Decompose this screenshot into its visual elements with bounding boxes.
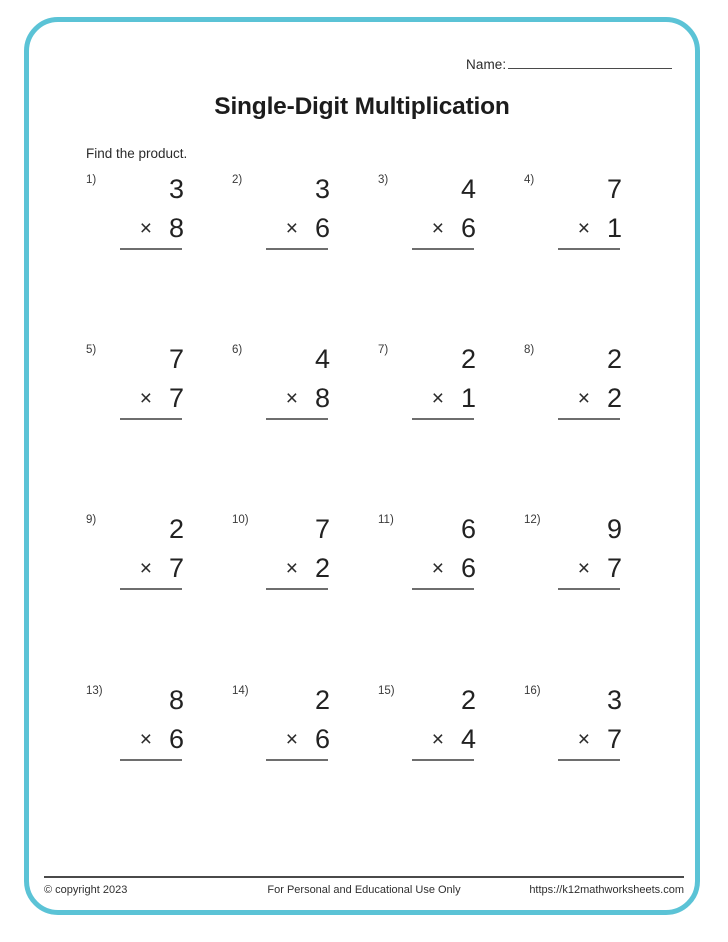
problem-body	[400, 681, 490, 761]
answer-line[interactable]	[558, 759, 620, 761]
answer-line[interactable]	[558, 588, 620, 590]
multiplicand-row	[546, 681, 636, 719]
multiplier-row	[254, 548, 344, 588]
answer-line[interactable]	[120, 248, 182, 250]
problem	[524, 340, 656, 448]
multiplicand-row	[546, 510, 636, 548]
multiply-icon: ×	[285, 386, 298, 410]
multiplier: 2	[314, 552, 330, 583]
multiplier-row	[108, 719, 198, 759]
answer-line[interactable]	[266, 418, 328, 420]
multiplicand: 9	[606, 513, 622, 544]
multiplicand: 2	[460, 343, 476, 374]
problem-body	[546, 340, 636, 420]
problem-body	[546, 681, 636, 761]
multiplier-row	[254, 378, 344, 418]
answer-line[interactable]	[558, 248, 620, 250]
answer-line[interactable]	[266, 248, 328, 250]
multiplicand: 4	[460, 173, 476, 204]
multiplier-row	[108, 378, 198, 418]
multiplicand: 3	[606, 684, 622, 715]
problem-number: 12)	[524, 514, 541, 526]
problem	[524, 510, 656, 618]
problem-body	[400, 170, 490, 250]
multiplicand: 2	[606, 343, 622, 374]
multiplicand-row	[400, 340, 490, 378]
problem-body	[254, 681, 344, 761]
multiplier: 8	[168, 212, 184, 243]
problem-number: 15)	[378, 685, 395, 697]
multiplier-row	[546, 378, 636, 418]
multiply-icon: ×	[577, 216, 590, 240]
multiplier: 6	[460, 212, 476, 243]
multiplier: 2	[606, 382, 622, 413]
problem	[86, 170, 218, 278]
multiplier-row	[400, 378, 490, 418]
multiply-icon: ×	[139, 386, 152, 410]
multiplicand-row	[108, 510, 198, 548]
answer-line[interactable]	[412, 759, 474, 761]
problem	[524, 681, 656, 789]
problem	[378, 681, 510, 789]
multiplier: 4	[460, 723, 476, 754]
problem-number: 5)	[86, 344, 97, 356]
multiplicand: 3	[314, 173, 330, 204]
problem-body	[546, 170, 636, 250]
multiply-icon: ×	[431, 727, 444, 751]
multiplicand: 2	[168, 513, 184, 544]
problem-number: 13)	[86, 685, 103, 697]
multiply-icon: ×	[285, 556, 298, 580]
multiplier-row	[400, 208, 490, 248]
problem-number: 1)	[86, 174, 97, 186]
instruction-text: Find the product.	[86, 146, 188, 161]
answer-line[interactable]	[266, 759, 328, 761]
multiply-icon: ×	[431, 386, 444, 410]
multiplicand-row	[254, 340, 344, 378]
multiplier: 7	[168, 382, 184, 413]
multiplicand-row	[108, 681, 198, 719]
problem	[232, 340, 364, 448]
answer-line[interactable]	[120, 418, 182, 420]
multiply-icon: ×	[139, 727, 152, 751]
multiplicand-row	[108, 340, 198, 378]
multiplier: 6	[314, 212, 330, 243]
problem	[232, 510, 364, 618]
multiply-icon: ×	[431, 556, 444, 580]
problem-body	[108, 510, 198, 590]
problem-number: 6)	[232, 344, 243, 356]
multiplier: 7	[168, 552, 184, 583]
problem-body	[108, 681, 198, 761]
multiplicand-row	[400, 170, 490, 208]
problem	[86, 340, 218, 448]
problem-number: 7)	[378, 344, 389, 356]
multiplicand-row	[400, 510, 490, 548]
problem	[378, 340, 510, 448]
multiply-icon: ×	[139, 556, 152, 580]
multiplicand: 7	[606, 173, 622, 204]
answer-line[interactable]	[412, 588, 474, 590]
problem-number: 4)	[524, 174, 535, 186]
multiply-icon: ×	[139, 216, 152, 240]
problem-body	[108, 340, 198, 420]
multiplicand-row	[546, 340, 636, 378]
multiplicand-row	[254, 510, 344, 548]
multiplicand-row	[254, 681, 344, 719]
multiply-icon: ×	[577, 727, 590, 751]
answer-line[interactable]	[120, 588, 182, 590]
problem-number: 11)	[378, 514, 394, 526]
multiplier-row	[546, 719, 636, 759]
problem-number: 16)	[524, 685, 541, 697]
multiplier-row	[108, 208, 198, 248]
multiplicand: 7	[314, 513, 330, 544]
problem-number: 3)	[378, 174, 389, 186]
problem-body	[400, 510, 490, 590]
problem	[524, 170, 656, 278]
multiplicand: 2	[314, 684, 330, 715]
problem-number: 2)	[232, 174, 243, 186]
answer-line[interactable]	[266, 588, 328, 590]
multiplicand: 6	[460, 513, 476, 544]
problem-number: 9)	[86, 514, 97, 526]
problem	[232, 170, 364, 278]
multiply-icon: ×	[285, 727, 298, 751]
multiplicand: 3	[168, 173, 184, 204]
multiplier: 1	[606, 212, 622, 243]
multiplier-row	[400, 548, 490, 588]
answer-line[interactable]	[120, 759, 182, 761]
name-label: Name:	[466, 57, 507, 72]
multiplier: 6	[314, 723, 330, 754]
multiply-icon: ×	[431, 216, 444, 240]
footer-copyright: © copyright 2023	[44, 884, 128, 896]
answer-line[interactable]	[412, 248, 474, 250]
problem	[378, 170, 510, 278]
multiplier: 7	[606, 723, 622, 754]
problem-number: 14)	[232, 685, 249, 697]
multiplicand-row	[400, 681, 490, 719]
multiplicand-row	[108, 170, 198, 208]
multiply-icon: ×	[577, 386, 590, 410]
problem-body	[400, 340, 490, 420]
answer-line[interactable]	[412, 418, 474, 420]
problem	[86, 510, 218, 618]
multiplier-row	[108, 548, 198, 588]
problem-number: 8)	[524, 344, 535, 356]
footer	[44, 884, 684, 900]
page-title: Single-Digit Multiplication	[214, 93, 510, 120]
footer-usage-notice: For Personal and Educational Use Only	[267, 884, 461, 896]
problem-number: 10)	[232, 514, 249, 526]
multiplicand: 7	[168, 343, 184, 374]
multiplier: 1	[460, 382, 476, 413]
problem	[378, 510, 510, 618]
multiply-icon: ×	[285, 216, 298, 240]
multiplicand: 2	[460, 684, 476, 715]
multiplier: 7	[606, 552, 622, 583]
problem-body	[254, 170, 344, 250]
multiplier-row	[254, 208, 344, 248]
multiplicand-row	[546, 170, 636, 208]
multiplier-row	[254, 719, 344, 759]
multiply-icon: ×	[577, 556, 590, 580]
problem	[232, 681, 364, 789]
problem-body	[546, 510, 636, 590]
multiplier: 8	[314, 382, 330, 413]
problem-body	[254, 510, 344, 590]
multiplier-row	[400, 719, 490, 759]
problem-body	[254, 340, 344, 420]
multiplicand-row	[254, 170, 344, 208]
multiplier: 6	[460, 552, 476, 583]
multiplier-row	[546, 208, 636, 248]
multiplier-row	[546, 548, 636, 588]
footer-divider	[44, 876, 684, 878]
multiplier: 6	[168, 723, 184, 754]
multiplicand: 4	[314, 343, 330, 374]
multiplicand: 8	[168, 684, 184, 715]
answer-line[interactable]	[558, 418, 620, 420]
footer-url: https://k12mathworksheets.com	[529, 884, 684, 896]
problem-body	[108, 170, 198, 250]
problem	[86, 681, 218, 789]
